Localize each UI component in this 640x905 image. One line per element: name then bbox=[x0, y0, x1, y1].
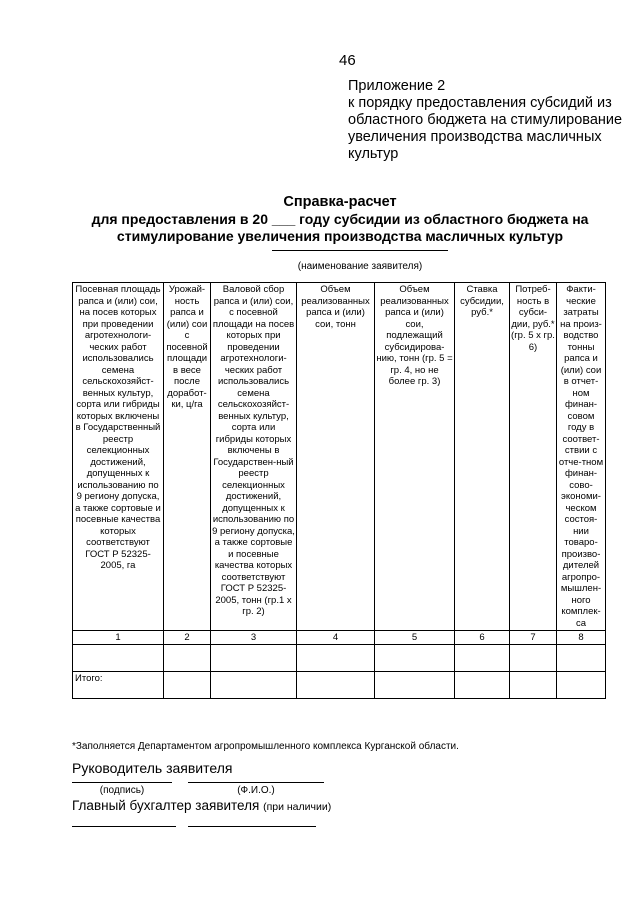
header-cell-yield: Урожай-ность рапса и (или) сои с посевной площади в весе после доработ-ки, ц/га bbox=[164, 283, 211, 631]
table-cell[interactable] bbox=[375, 645, 455, 672]
column-number: 5 bbox=[375, 631, 455, 645]
table-cell[interactable] bbox=[297, 672, 375, 699]
table-column-numbers-row bbox=[73, 631, 606, 645]
applicant-name-caption: (наименование заявителя) bbox=[297, 261, 423, 272]
appendix-title: Приложение 2 bbox=[348, 78, 446, 94]
table-row bbox=[73, 645, 606, 672]
column-number: 4 bbox=[297, 631, 375, 645]
document-title-block bbox=[60, 193, 620, 245]
head-of-applicant-label: Руководитель заявителя bbox=[72, 760, 233, 776]
column-number: 7 bbox=[510, 631, 557, 645]
table-cell[interactable] bbox=[297, 645, 375, 672]
column-number: 1 bbox=[73, 631, 164, 645]
table-cell[interactable] bbox=[455, 672, 510, 699]
chief-accountant-title: Главный бухгалтер заявителя bbox=[72, 798, 260, 813]
header-cell-sown-area: Посевная площадь рапса и (или) сои, на посев которых при проведении агротехнологи-ческих работ использовались семена сельскохозяйст-венных культур, сорта или гибриды которых включены в Государственный реестр селекционных достижений, допущенных к использованию по 9 региону допуска, а также сортовые и посевные качества которых соответствуют ГОСТ Р 52325-2005, га bbox=[73, 283, 164, 631]
document-subtitle-line-2: стимулирование увеличения производства масличных культур bbox=[116, 228, 564, 244]
column-number: 8 bbox=[557, 631, 606, 645]
table-cell[interactable] bbox=[557, 645, 606, 672]
accountant-signature-line[interactable] bbox=[72, 826, 176, 827]
table-header-row bbox=[73, 283, 606, 631]
footnote: *Заполняется Департаментом агропромышленного комплекса Курганской области. bbox=[72, 741, 459, 752]
page-number: 46 bbox=[339, 52, 356, 69]
column-number: 6 bbox=[455, 631, 510, 645]
header-cell-sold-volume: Объем реализованных рапса и (или) сои, тонн bbox=[297, 283, 375, 631]
header-cell-subsidy-rate: Ставка субсидии, руб.* bbox=[455, 283, 510, 631]
name-caption: (Ф.И.О.) bbox=[237, 785, 275, 796]
table-cell[interactable] bbox=[164, 672, 211, 699]
table-cell[interactable] bbox=[211, 672, 297, 699]
total-label: Итого: bbox=[73, 672, 164, 699]
table-cell[interactable] bbox=[455, 645, 510, 672]
header-cell-subsidy-need: Потреб-ность в субси-дии, руб.* (гр. 5 х гр. 6) bbox=[510, 283, 557, 631]
appendix-description: к порядку предоставления субсидий из областного бюджета на стимулирование увеличения производства масличных культур bbox=[348, 95, 623, 162]
document-title: Справка-расчет bbox=[283, 194, 397, 210]
chief-accountant-label bbox=[72, 798, 331, 813]
table-cell[interactable] bbox=[510, 645, 557, 672]
chief-accountant-note: (при наличии) bbox=[263, 801, 332, 813]
column-number: 3 bbox=[211, 631, 297, 645]
table-cell[interactable] bbox=[510, 672, 557, 699]
header-cell-subsidized-volume: Объем реализованных рапса и (или) сои, подлежащий субсидирова-нию, тонн (гр. 5 = гр. 4, но не более гр. 3) bbox=[375, 283, 455, 631]
table-cell[interactable] bbox=[73, 645, 164, 672]
table-cell[interactable] bbox=[557, 672, 606, 699]
applicant-name-line[interactable] bbox=[272, 250, 448, 251]
head-signature-line[interactable] bbox=[72, 782, 172, 783]
table-cell[interactable] bbox=[375, 672, 455, 699]
table-cell[interactable] bbox=[164, 645, 211, 672]
table-total-row bbox=[73, 672, 606, 699]
column-number: 2 bbox=[164, 631, 211, 645]
accountant-name-line[interactable] bbox=[188, 826, 316, 827]
document-subtitle-line-1: для предоставления в 20 ___ году субсидии из областного бюджета на bbox=[91, 211, 589, 227]
head-name-line[interactable] bbox=[188, 782, 324, 783]
appendix-block bbox=[348, 78, 628, 163]
header-cell-gross-harvest: Валовой сбор рапса и (или) сои, с посевной площади на посев которых при проведении агротехнологи-ческих работ использовались семена сельскохозяйст-венных культур, сорта или гибриды которых включены в Государствен-ный реестр селекционных достижений, допущенных к использованию по 9 региону допуска, а также сортовые и посевные качества которых соответствуют ГОСТ Р 52325-2005, тонн (гр.1 х гр. 2) bbox=[211, 283, 297, 631]
header-cell-actual-costs: Факти-ческие затраты на произ-водство тонны рапса и (или) сои в отчет-ном финан-совом году в соответ-ствии с отче-тном финан-сово-экономи-ческом состоя-нии товаро-произво-дителей агропро-мышлен-ного комплек-са bbox=[557, 283, 606, 631]
calculation-table bbox=[72, 282, 606, 699]
signature-caption: (подпись) bbox=[99, 785, 145, 796]
table-cell[interactable] bbox=[211, 645, 297, 672]
